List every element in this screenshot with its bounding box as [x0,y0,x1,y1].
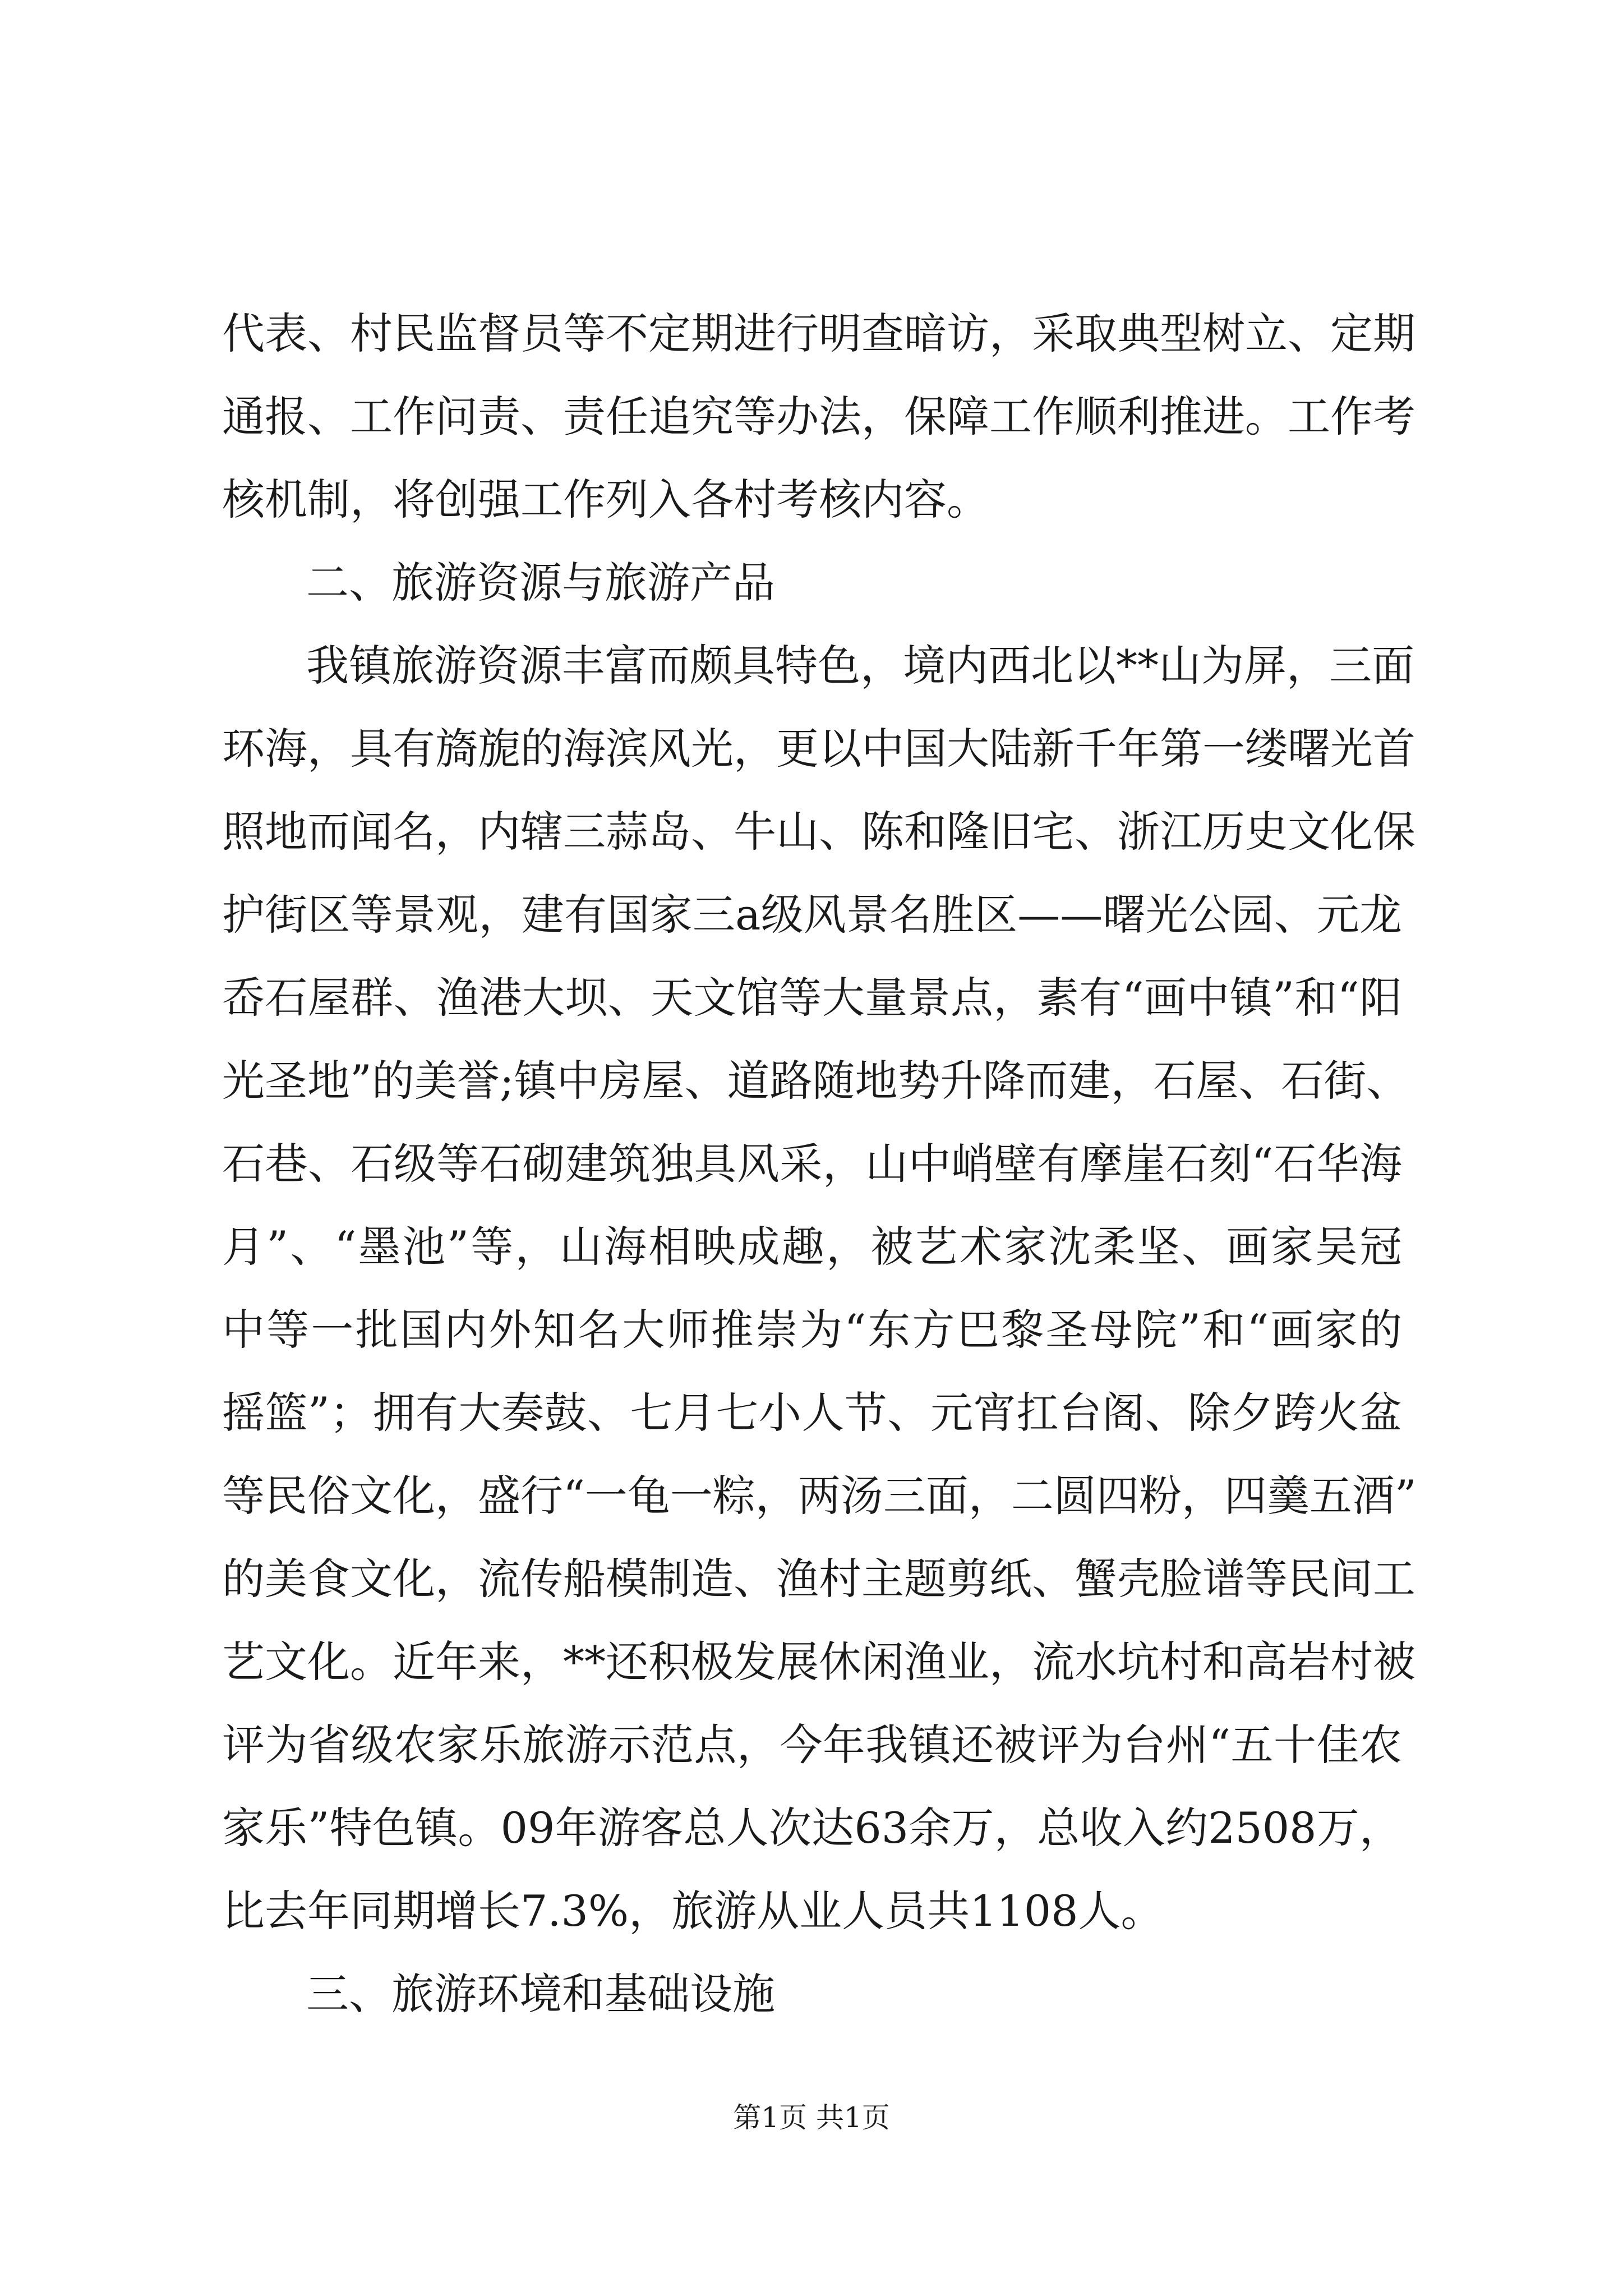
paragraph-line: 比去年同期增长7.3%，旅游从业人员共1108人。 [222,1886,1164,1936]
paragraph-line: 摇篮”；拥有大奏鼓、七月七小人节、元宵扛台阁、除夕跨火盆 [222,1388,1402,1438]
section-heading: 三、旅游环境和基础设施 [306,1969,775,2019]
paragraph-line: 月”、“墨池”等，山海相映成趣，被艺术家沈柔坚、画家吴冠 [222,1222,1402,1272]
paragraph-line: 照地而闻名，内辖三蒜岛、牛山、陈和隆旧宅、浙江历史文化保 [222,807,1415,857]
paragraph-line: 代表、村民监督员等不定期进行明查暗访，采取典型树立、定期 [222,309,1415,358]
paragraph-line: 等民俗文化，盛行“一龟一粽，两汤三面，二圆四粉，四羹五酒” [222,1471,1417,1521]
paragraph-line: 岙石屋群、渔港大坝、天文馆等大量景点，素有“画中镇”和“阳 [222,973,1402,1023]
paragraph-line: 核机制，将创强工作列入各村考核内容。 [222,475,989,524]
paragraph-line: 石巷、石级等石砌建筑独具风采，山中峭壁有摩崖石刻“石华海 [222,1139,1402,1189]
paragraph-line: 中等一批国内外知名大师推崇为“东方巴黎圣母院”和“画家的 [222,1305,1402,1355]
paragraph-line: 通报、工作问责、责任追究等办法，保障工作顺利推进。工作考 [222,392,1415,441]
paragraph-line: 家乐”特色镇。09年游客总人次达63余万，总收入约2508万， [222,1803,1402,1853]
paragraph-line: 光圣地”的美誉;镇中房屋、道路随地势升降而建，石屋、石街、 [222,1056,1409,1106]
page-footer: 第1页 共1页 [733,2101,890,2134]
paragraph-line: 的美食文化，流传船模制造、渔村主题剪纸、蟹壳脸谱等民间工 [222,1554,1415,1604]
paragraph-line: 护街区等景观，建有国家三a级风景名胜区——曙光公园、元龙 [222,890,1402,940]
paragraph-line: 艺文化。近年来，**还积极发展休闲渔业，流水坑村和高岩村被 [222,1637,1415,1687]
paragraph-line: 评为省级农家乐旅游示范点，今年我镇还被评为台州“五十佳农 [222,1720,1402,1770]
paragraph-line: 我镇旅游资源丰富而颇具特色，境内西北以**山为屏，三面 [306,641,1414,691]
paragraph-line: 环海，具有旖旎的海滨风光，更以中国大陆新千年第一缕曙光首 [222,724,1415,774]
section-heading: 二、旅游资源与旅游产品 [306,558,775,608]
